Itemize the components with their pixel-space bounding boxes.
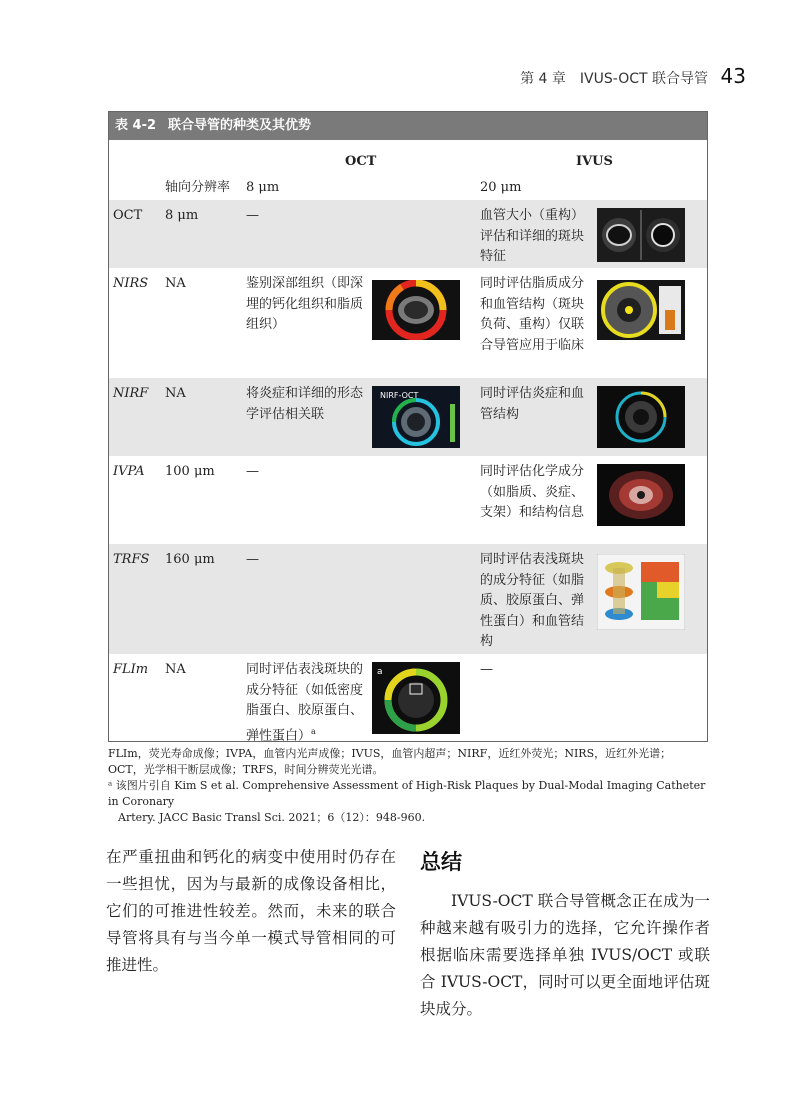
- source-citation-line-1: ᵃ 该图片引自 Kim S et al. Comprehensive Assessment of High-Risk Plaques by Dual-Modal Imaging Catheter in Coronary: [108, 779, 706, 808]
- nirf-ivus-image: [597, 386, 685, 448]
- table-row: [109, 378, 707, 456]
- abbreviations-line-2: OCT，光学相干断层成像；TRFS，时间分辨荧光光谱。: [108, 763, 384, 776]
- table-row: [109, 456, 707, 544]
- row-name: OCT: [113, 208, 143, 223]
- row-oct-text: 将炎症和详细的形态学评估相关联: [246, 386, 364, 422]
- table-footnotes: [108, 746, 712, 826]
- resolution-oct: 8 μm: [246, 180, 280, 195]
- body-paragraph-left: 在严重扭曲和钙化的病变中使用时仍存在一些担忧，因为与最新的成像设备相比，它们的可推进性较差。然而，未来的联合导管将具有与当今单一模式导管相同的可推进性。: [106, 848, 396, 974]
- col-header-oct: OCT: [345, 154, 377, 169]
- table-row: [109, 200, 707, 268]
- oct-ivus-image: [597, 208, 685, 262]
- trfs-image: [597, 554, 685, 630]
- abbreviations-line-1: FLIm，荧光寿命成像；IVPA，血管内光声成像；IVUS，血管内超声；NIRF，近红外荧光；NIRS，近红外光谱；: [108, 747, 672, 760]
- summary-section: [420, 846, 710, 1023]
- comparison-table: [108, 111, 708, 742]
- source-citation-line-2: Artery. JACC Basic Transl Sci. 2021；6（12）：948-960.: [118, 811, 426, 824]
- row-ivus-text: 同时评估脂质成分和血管结构（斑块负荷、重构）仅联合导管应用于临床: [480, 276, 585, 353]
- summary-paragraph: IVUS-OCT 联合导管概念正在成为一种越来越有吸引力的选择，它允许操作者根据临床需要选择单独 IVUS/OCT 或联合 IVUS-OCT，同时可以更全面地评估斑块成分。: [420, 892, 710, 1018]
- row-name: TRFS: [113, 552, 150, 567]
- resolution-label: 轴向分辨率: [165, 180, 231, 195]
- row-name: FLIm: [113, 662, 149, 677]
- table-row: [109, 544, 707, 654]
- resolution-row: [109, 174, 707, 202]
- table-row: [109, 268, 707, 378]
- table-title: 联合导管的种类及其优势: [168, 118, 312, 133]
- row-oct-text: —: [246, 208, 259, 223]
- row-oct-text: —: [246, 552, 259, 567]
- running-head: [0, 66, 800, 88]
- row-name: NIRF: [113, 386, 149, 401]
- row-resolution: NA: [165, 386, 186, 401]
- footnote-marker: a: [311, 726, 316, 736]
- chapter-title: 第 4 章 IVUS-OCT 联合导管: [520, 71, 708, 87]
- row-resolution: 100 μm: [165, 464, 215, 479]
- row-name: NIRS: [113, 276, 149, 291]
- page-number: 43: [720, 64, 746, 88]
- row-oct-text: [246, 660, 368, 746]
- summary-heading: 总结: [420, 850, 462, 874]
- ivpa-image: [597, 464, 685, 526]
- row-ivus-text: 同时评估炎症和血管结构: [480, 386, 585, 422]
- nirf-oct-image: [372, 386, 460, 448]
- row-resolution: 160 μm: [165, 552, 215, 567]
- row-oct-text: 鉴别深部组织（即深埋的钙化组织和脂质组织）: [246, 276, 364, 332]
- flim-panel-label: a: [377, 667, 383, 677]
- resolution-ivus: 20 μm: [480, 180, 522, 195]
- table-caption: [109, 112, 707, 140]
- row-oct-text-body: 同时评估表浅斑块的成分特征（如低密度脂蛋白、胶原蛋白、弹性蛋白）: [246, 662, 364, 743]
- row-name: IVPA: [113, 464, 145, 479]
- row-resolution: NA: [165, 276, 186, 291]
- nirs-ivus-image: [597, 280, 685, 340]
- nirs-oct-image: [372, 280, 460, 340]
- flim-image: [372, 662, 460, 734]
- row-ivus-text: 同时评估化学成分（如脂质、炎症、支架）和结构信息: [480, 464, 585, 520]
- col-header-ivus: IVUS: [576, 154, 613, 169]
- row-resolution: NA: [165, 662, 186, 677]
- row-ivus-text: 同时评估表浅斑块的成分特征（如脂质、胶原蛋白、弹性蛋白）和血管结构: [480, 552, 585, 649]
- row-oct-text: —: [246, 464, 259, 479]
- row-resolution: 8 μm: [165, 208, 199, 223]
- row-ivus-text: —: [480, 662, 493, 677]
- table-number: 表 4-2: [115, 118, 157, 133]
- table-row: [109, 654, 707, 742]
- row-ivus-text: 血管大小（重构）评估和详细的斑块特征: [480, 208, 585, 264]
- nirf-oct-label: NIRF-OCT: [380, 391, 419, 400]
